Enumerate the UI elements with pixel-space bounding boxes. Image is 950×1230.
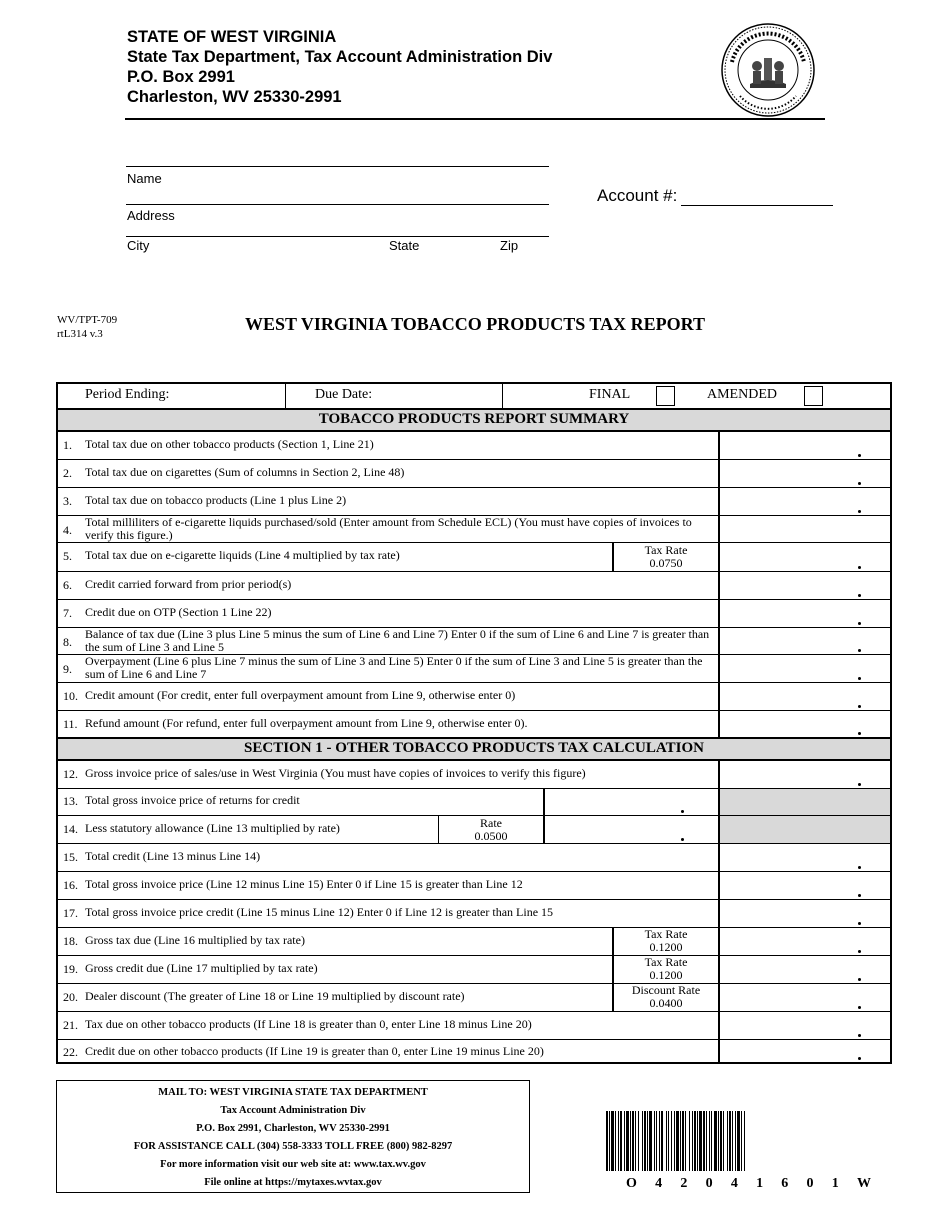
line-text: Total tax due on tobacco products (Line 1 plus Line 2) — [85, 493, 347, 507]
section-line-18 — [58, 928, 890, 956]
mail-line-6: File online at https://mytaxes.wvtax.gov — [204, 1177, 382, 1188]
account-number-field[interactable] — [681, 205, 833, 206]
section-line-20 — [58, 984, 890, 1012]
rate-label: Tax Rate — [644, 543, 688, 557]
due-date-label: Due Date: — [315, 387, 373, 402]
line-text: Credit due on OTP (Section 1 Line 22) — [85, 605, 272, 619]
rate-value: 0.1200 — [649, 940, 683, 954]
summary-line-7 — [58, 600, 890, 628]
barcode-digits — [626, 1176, 871, 1192]
line-4-amount-field[interactable] — [720, 516, 890, 542]
line-19-amount-field[interactable] — [720, 956, 890, 983]
line-number: 2. — [63, 466, 72, 480]
barcode-digit: 1 — [831, 1176, 839, 1191]
section-line-12 — [58, 761, 890, 789]
section-line-19 — [58, 956, 890, 984]
city-state-zip-line[interactable] — [126, 236, 549, 237]
agency-line-4: Charleston, WV 25330-2991 — [127, 88, 342, 106]
line-1-amount-field[interactable] — [720, 432, 890, 459]
final-checkbox[interactable] — [656, 386, 675, 406]
line-5-amount-field[interactable] — [720, 543, 890, 571]
line-number: 18. — [63, 934, 78, 948]
line-9-amount-field[interactable] — [720, 655, 890, 682]
section-line-15 — [58, 844, 890, 872]
section-1-heading: SECTION 1 - OTHER TOBACCO PRODUCTS TAX CALCULATION — [58, 739, 890, 761]
header-divider — [125, 118, 825, 120]
rate-label: Tax Rate — [644, 927, 688, 941]
line-number: 15. — [63, 850, 78, 864]
line-number: 5. — [63, 549, 72, 563]
rate-value: 0.0750 — [649, 556, 683, 570]
line-number: 16. — [63, 878, 78, 892]
barcode-digit: 0 — [806, 1176, 814, 1191]
line-number: 3. — [63, 494, 72, 508]
address-line[interactable] — [126, 204, 549, 205]
mailing-instructions — [56, 1080, 530, 1193]
rate-value: 0.0500 — [474, 829, 508, 843]
line-16-amount-field[interactable] — [720, 872, 890, 899]
line-number: 11. — [63, 717, 78, 731]
line-number: 14. — [63, 822, 78, 836]
summary-line-1 — [58, 432, 890, 460]
period-row — [58, 384, 890, 410]
line-3-amount-field[interactable] — [720, 488, 890, 515]
line-number: 1. — [63, 438, 72, 452]
line-13-shaded-cell — [720, 789, 890, 815]
section-line-22 — [58, 1040, 890, 1062]
tax-rate-box — [614, 956, 718, 982]
line-text: Gross tax due (Line 16 multiplied by tax rate) — [85, 933, 305, 947]
line-number: 9. — [63, 662, 72, 676]
summary-line-10 — [58, 683, 890, 711]
barcode-digit: 4 — [730, 1176, 738, 1191]
city-label: City — [127, 238, 150, 253]
line-14-amount-field[interactable] — [545, 816, 718, 843]
line-17-amount-field[interactable] — [720, 900, 890, 927]
mail-line-1: MAIL TO: WEST VIRGINIA STATE TAX DEPARTMENT — [158, 1087, 428, 1098]
tax-rate-box — [614, 928, 718, 954]
barcode-digit: 2 — [680, 1176, 688, 1191]
summary-line-8 — [58, 628, 890, 655]
line-number: 21. — [63, 1018, 78, 1032]
line-text: Credit carried forward from prior period(s) — [85, 577, 292, 591]
line-15-amount-field[interactable] — [720, 844, 890, 871]
barcode-digit: O — [626, 1176, 637, 1191]
agency-line-1: STATE OF WEST VIRGINIA — [127, 28, 337, 46]
line-text: Overpayment (Line 6 plus Line 7 minus the sum of Line 3 and Line 5) Enter 0 if the sum of Line 3 and Line 5 is greater than the sum of Line 6 and Line 7 — [85, 654, 703, 681]
line-12-amount-field[interactable] — [720, 761, 890, 788]
line-text: Total gross invoice price of returns for credit — [85, 793, 300, 807]
form-revision: rtL314 v.3 — [57, 328, 103, 340]
rate-box — [439, 817, 543, 843]
agency-line-2: State Tax Department, Tax Account Administration Div — [127, 48, 553, 66]
summary-line-6 — [58, 572, 890, 600]
zip-label: Zip — [500, 238, 519, 253]
line-number: 20. — [63, 990, 78, 1004]
line-10-amount-field[interactable] — [720, 683, 890, 710]
rate-value: 0.1200 — [649, 968, 683, 982]
agency-line-3: P.O. Box 2991 — [127, 68, 235, 86]
rate-label: Discount Rate — [631, 983, 701, 997]
summary-line-9 — [58, 655, 890, 683]
line-text: Total tax due on cigarettes (Sum of columns in Section 2, Line 48) — [85, 465, 405, 479]
amended-label: AMENDED — [707, 387, 777, 402]
line-number: 10. — [63, 689, 78, 703]
line-number: 7. — [63, 606, 72, 620]
summary-line-5 — [58, 543, 890, 572]
line-text: Total gross invoice price (Line 12 minus Line 15) Enter 0 if Line 15 is greater than Line 12 — [85, 877, 523, 891]
line-text: Total tax due on other tobacco products (Section 1, Line 21) — [85, 437, 374, 451]
rate-label: Tax Rate — [644, 955, 688, 969]
line-11-amount-field[interactable] — [720, 711, 890, 737]
section-line-13 — [58, 789, 890, 816]
barcode-digit: 6 — [781, 1176, 789, 1191]
line-2-amount-field[interactable] — [720, 460, 890, 487]
line-number: 8. — [63, 635, 72, 649]
form-id: WV/TPT-709 — [57, 314, 118, 326]
barcode-digit: 1 — [756, 1176, 764, 1191]
rate-label: Rate — [480, 816, 502, 830]
mail-line-2: Tax Account Administration Div — [220, 1105, 366, 1116]
tax-rate-box — [614, 544, 718, 570]
section-line-21 — [58, 1012, 890, 1040]
line-number: 22. — [63, 1045, 78, 1059]
barcode-icon — [606, 1111, 886, 1171]
line-text: Credit amount (For credit, enter full overpayment amount from Line 9, otherwise enter 0) — [85, 688, 516, 702]
account-label: Account #: — [597, 186, 678, 205]
line-6-amount-field[interactable] — [720, 572, 890, 599]
line-text: Credit due on other tobacco products (If Line 19 is greater than 0, enter Line 19 minus Line 20) — [85, 1044, 544, 1058]
line-number: 17. — [63, 906, 78, 920]
line-7-amount-field[interactable] — [720, 600, 890, 627]
line-18-amount-field[interactable] — [720, 928, 890, 955]
line-13-amount-field[interactable] — [545, 789, 718, 815]
line-number: 19. — [63, 962, 78, 976]
summary-heading: TOBACCO PRODUCTS REPORT SUMMARY — [58, 410, 890, 432]
name-label: Name — [127, 171, 162, 186]
line-text: Gross credit due (Line 17 multiplied by tax rate) — [85, 961, 318, 975]
rate-value: 0.0400 — [649, 996, 683, 1010]
line-text: Less statutory allowance (Line 13 multiplied by rate) — [85, 821, 340, 835]
line-text: Total credit (Line 13 minus Line 14) — [85, 849, 261, 863]
line-text: Total milliliters of e-cigarette liquids purchased/sold (Enter amount from Schedule ECL) (You must have copies of invoices to verify this figure.) — [85, 515, 692, 542]
form-title: WEST VIRGINIA TOBACCO PRODUCTS TAX REPORT — [245, 314, 705, 334]
amended-checkbox[interactable] — [804, 386, 823, 406]
agency-header — [127, 27, 552, 107]
line-number: 4. — [63, 523, 72, 537]
line-text: Total tax due on e-cigarette liquids (Line 4 multiplied by tax rate) — [85, 548, 400, 562]
line-number: 6. — [63, 578, 72, 592]
section-line-16 — [58, 872, 890, 900]
section-line-14 — [58, 816, 890, 844]
summary-line-3 — [58, 488, 890, 516]
section-line-17 — [58, 900, 890, 928]
summary-line-4 — [58, 516, 890, 543]
line-text: Gross invoice price of sales/use in West Virginia (You must have copies of invoices to verify this figure) — [85, 766, 586, 780]
address-label: Address — [127, 208, 175, 223]
state-label: State — [389, 238, 420, 253]
line-14-shaded-cell — [720, 816, 890, 843]
line-text: Balance of tax due (Line 3 plus Line 5 minus the sum of Line 6 and Line 7) Enter 0 if the sum of Line 6 and Line 7 is greater than the sum of Line 3 and Line 5 — [85, 627, 710, 654]
mail-line-3: P.O. Box 2991, Charleston, WV 25330-2991 — [196, 1123, 390, 1134]
line-text: Tax due on other tobacco products (If Line 18 is greater than 0, enter Line 18 minus Line 20) — [85, 1017, 532, 1031]
barcode-digit: 0 — [705, 1176, 713, 1191]
line-number: 12. — [63, 767, 78, 781]
barcode-digit: W — [857, 1176, 871, 1191]
line-22-amount-field[interactable] — [720, 1040, 890, 1062]
final-label: FINAL — [589, 387, 631, 402]
barcode-digit: 4 — [655, 1176, 663, 1191]
line-text: Dealer discount (The greater of Line 18 or Line 19 multiplied by discount rate) — [85, 989, 465, 1003]
line-text: Refund amount (For refund, enter full overpayment amount from Line 9, otherwise enter 0). — [85, 716, 528, 730]
mail-line-5: For more information visit our web site at: www.tax.wv.gov — [160, 1159, 426, 1170]
summary-line-11 — [58, 711, 890, 739]
line-21-amount-field[interactable] — [720, 1012, 890, 1039]
line-8-amount-field[interactable] — [720, 628, 890, 654]
line-20-amount-field[interactable] — [720, 984, 890, 1011]
name-line[interactable] — [126, 166, 549, 167]
mail-line-4: FOR ASSISTANCE CALL (304) 558-3333 TOLL FREE (800) 982-8297 — [133, 1141, 453, 1152]
summary-line-2 — [58, 460, 890, 488]
line-number: 13. — [63, 794, 78, 808]
discount-rate-box — [614, 984, 718, 1010]
period-ending-label: Period Ending: — [85, 387, 170, 402]
line-text: Total gross invoice price credit (Line 15 minus Line 12) Enter 0 if Line 12 is greater than Line 15 — [85, 905, 554, 919]
state-seal-icon — [720, 22, 816, 118]
